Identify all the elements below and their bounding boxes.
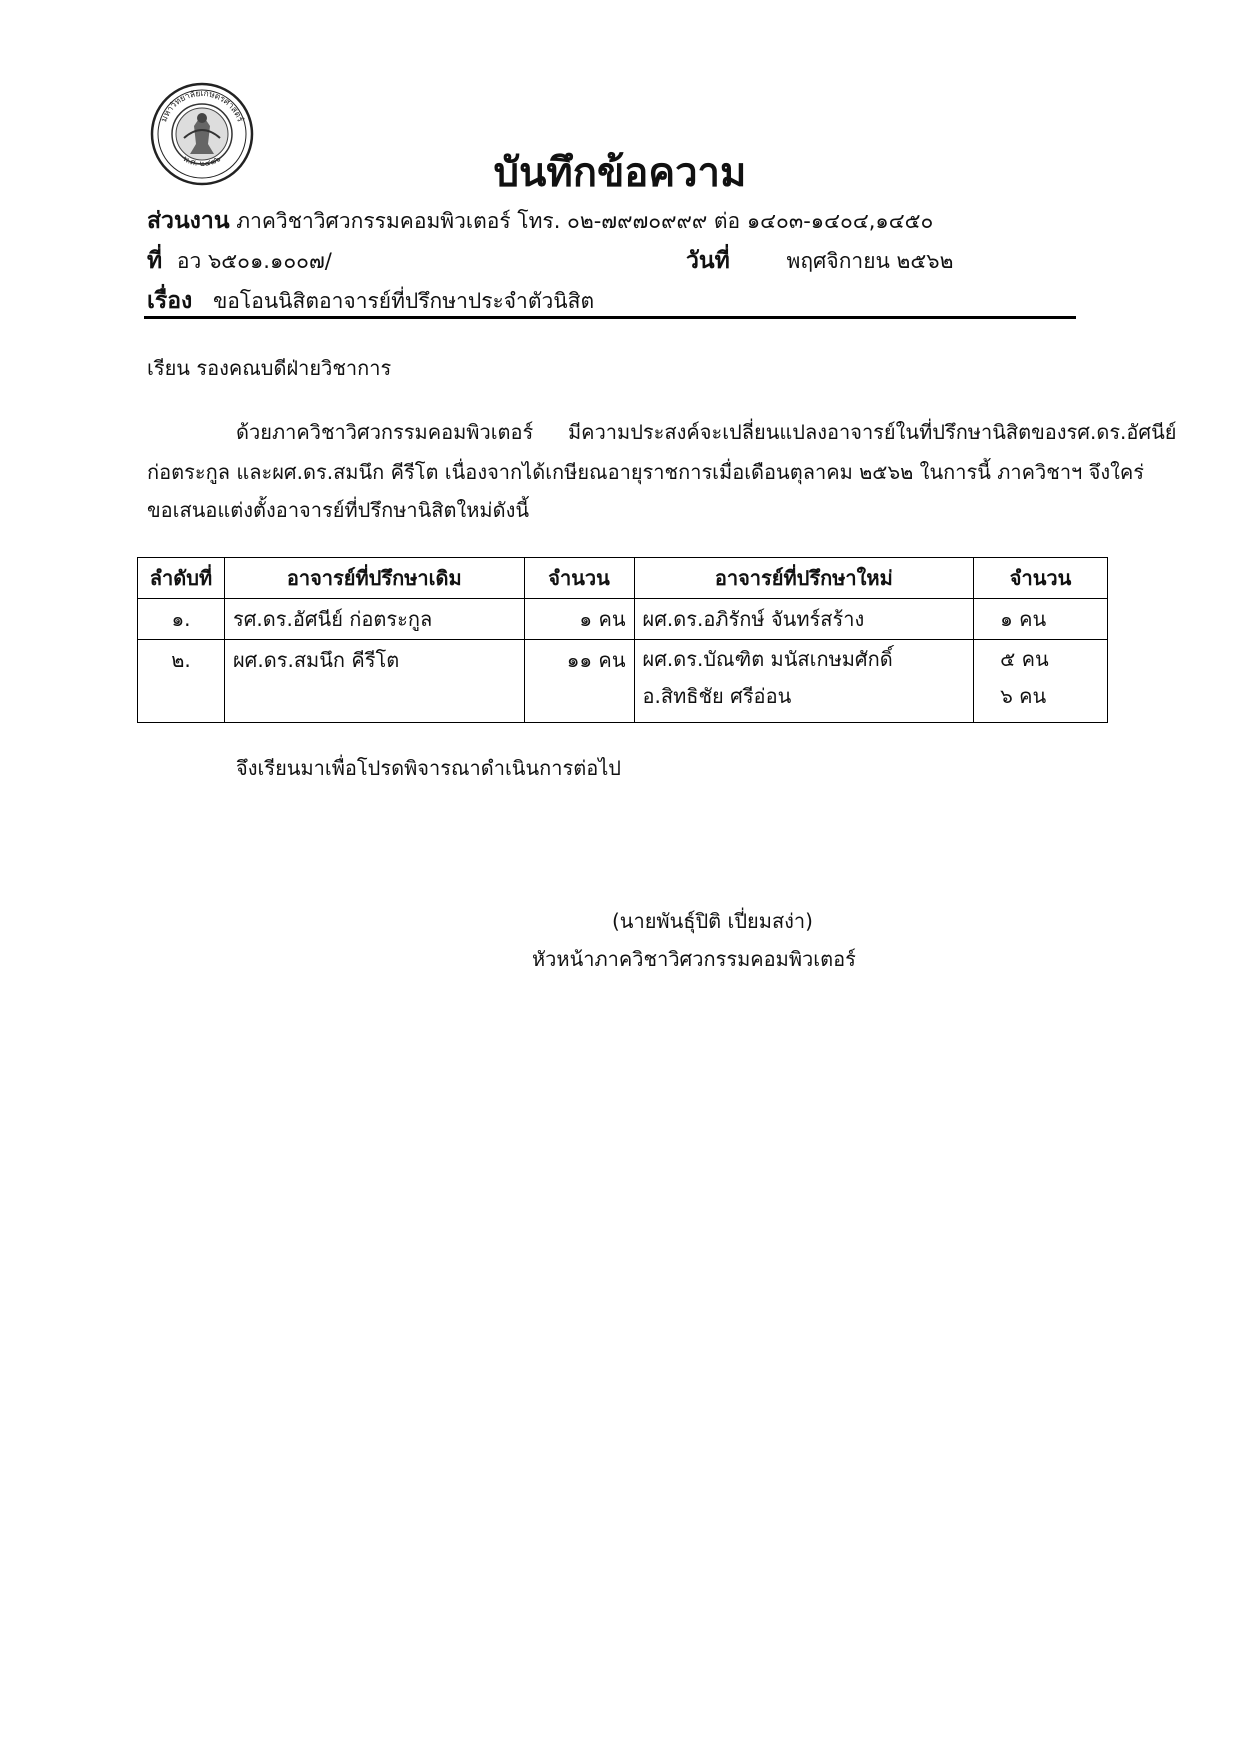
- row-new-advisor: อ.สิทธิชัย ศรีอ่อน: [642, 684, 792, 708]
- date-value: พฤศจิกายน ๒๕๖๒: [786, 249, 954, 273]
- col-header-new-count: จำนวน: [974, 558, 1108, 599]
- advisor-transfer-table: [137, 557, 1108, 723]
- row-old-advisor: รศ.ดร.อัศนีย์ ก่อตระกูล: [224, 599, 524, 640]
- row-new-count: ๖ คน: [1000, 684, 1047, 708]
- department-value: ภาควิชาวิศวกรรมคอมพิวเตอร์ โทร. ๐๒-๗๙๗๐๙๙๙ ต่อ ๑๔๐๓-๑๔๐๔,๑๔๕๐: [236, 209, 934, 233]
- row-new-count: ๑ คน: [974, 599, 1108, 640]
- row-old-count: ๑๑ คน: [524, 640, 634, 723]
- reference-label: ที่: [147, 248, 163, 274]
- seal-bottom-text: พ.ศ. ๒๔๘๖: [181, 154, 223, 169]
- date-label: วันที่: [686, 248, 730, 274]
- table-row: [138, 640, 1108, 723]
- table-row: [138, 599, 1108, 640]
- body-line-3: ขอเสนอแต่งตั้งอาจารย์ที่ปรึกษานิสิตใหม่ดังนี้: [147, 498, 530, 522]
- subject-value: ขอโอนนิสิตอาจารย์ที่ปรึกษาประจำตัวนิสิต: [212, 289, 595, 313]
- col-header-order: ลำดับที่: [138, 558, 225, 599]
- date-line: [686, 243, 953, 279]
- row-new-advisor: ผศ.ดร.บัณฑิต มนัสเกษมศักดิ์: [642, 647, 893, 671]
- row-old-count: ๑ คน: [524, 599, 634, 640]
- signatory-position: หัวหน้าภาควิชาวิศวกรรมคอมพิวเตอร์: [532, 947, 856, 971]
- body-line-1b: มีความประสงค์จะเปลี่ยนแปลงอาจารย์ในที่ปรึกษานิสิตของรศ.ดร.อัศนีย์: [568, 420, 1177, 444]
- department-line: [147, 203, 933, 239]
- body-line-2: ก่อตระกูล และผศ.ดร.สมนึก คีรีโต เนื่องจากได้เกษียณอายุราชการเมื่อเดือนตุลาคม ๒๕๖๒ ในการนี้ ภาควิชาฯ จึงใคร่: [147, 460, 1145, 484]
- row-new-advisors: [634, 640, 974, 723]
- row-new-count: ๕ คน: [1000, 647, 1049, 671]
- col-header-new-advisor: อาจารย์ที่ปรึกษาใหม่: [634, 558, 974, 599]
- row-new-counts: [974, 640, 1108, 723]
- row-new-advisor: ผศ.ดร.อภิรักษ์ จันทร์สร้าง: [634, 599, 974, 640]
- memo-title: บันทึกข้อความ: [493, 150, 747, 196]
- subject-line: [147, 283, 594, 319]
- row-old-advisor: ผศ.ดร.สมนึก คีรีโต: [224, 640, 524, 723]
- reference-value: อว ๖๕๐๑.๑๐๐๗/: [176, 249, 332, 273]
- table-header-row: [138, 558, 1108, 599]
- header-divider: [144, 316, 1076, 319]
- salutation: เรียน รองคณบดีฝ่ายวิชาการ: [147, 356, 392, 380]
- reference-line: [147, 243, 332, 279]
- col-header-old-count: จำนวน: [524, 558, 634, 599]
- signatory-name: (นายพันธุ์ปิติ เปี่ยมสง่า): [612, 909, 813, 933]
- department-label: ส่วนงาน: [147, 208, 230, 234]
- subject-label: เรื่อง: [147, 288, 193, 314]
- col-header-old-advisor: อาจารย์ที่ปรึกษาเดิม: [224, 558, 524, 599]
- body-line-1a: ด้วยภาควิชาวิศวกรรมคอมพิวเตอร์: [236, 420, 534, 444]
- closing-line: จึงเรียนมาเพื่อโปรดพิจารณาดำเนินการต่อไป: [236, 756, 621, 780]
- seal-top-text: มหาวิทยาลัยเกษตรศาสตร์: [159, 88, 245, 124]
- row-order: ๑.: [138, 599, 225, 640]
- row-order: ๒.: [138, 640, 225, 723]
